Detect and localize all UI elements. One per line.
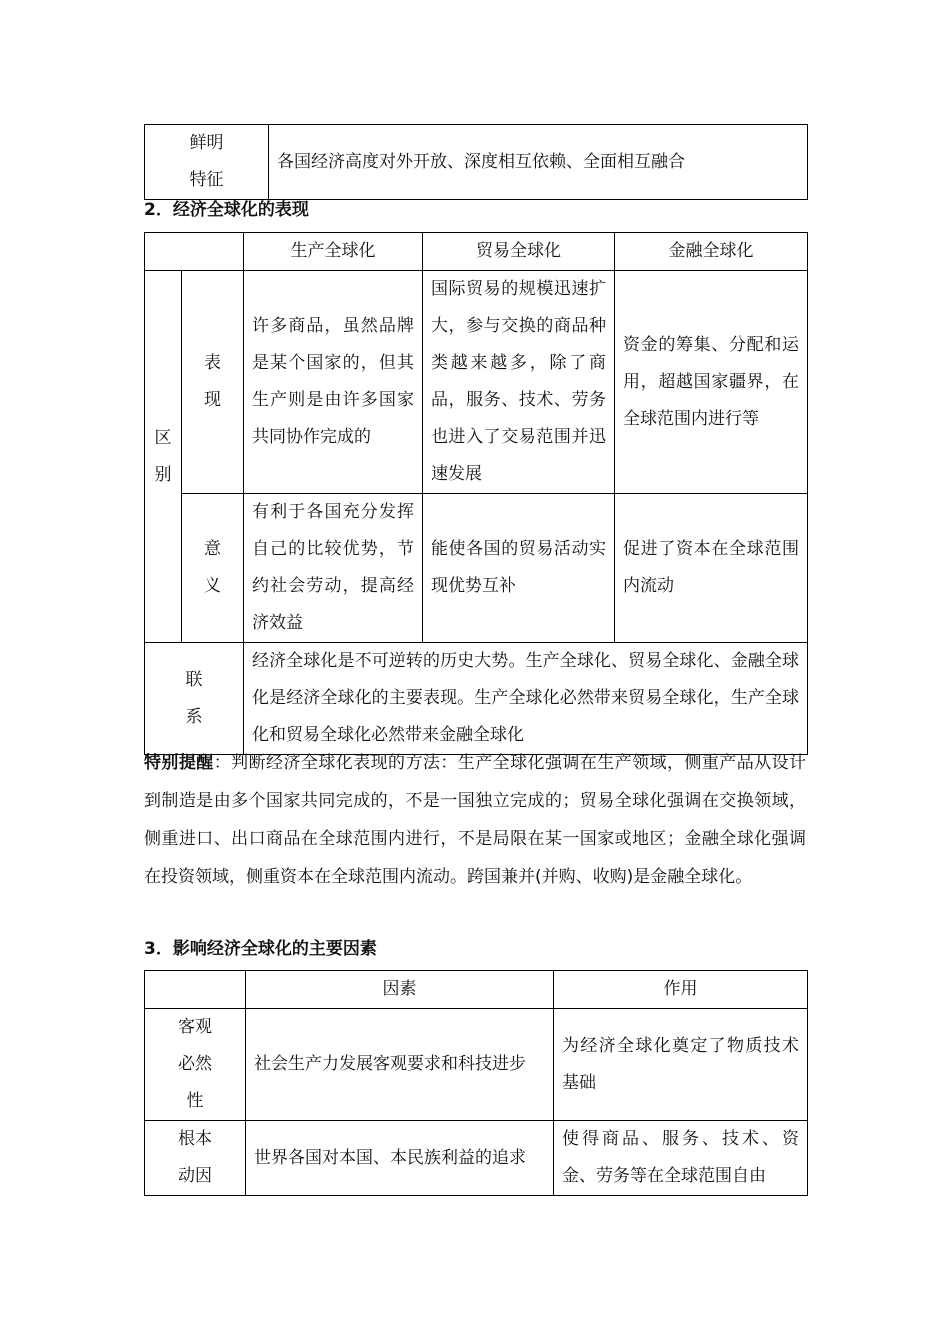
- special-tip-text: ：判断经济全球化表现的方法：生产全球化强调在生产领域，侧重产品从设计到制造是由多个国家共同完成的，不是一国独立完成的；贸易全球化强调在交换领域，侧重进口、出口商品在全球范围内进行，不是局限在某一国家或地区；金融全球化强调在投资领域，侧重资本在全球范围内流动。跨国兼并(并购、收购)是金融全球化。: [144, 753, 807, 887]
- header-production: 生产全球化: [244, 233, 423, 271]
- row-label-significance: [182, 494, 244, 643]
- header-effect: 作用: [554, 971, 808, 1009]
- row-label-manifestation: [182, 271, 244, 494]
- row-label-char1: 意: [204, 539, 221, 559]
- group-label-char2: 别: [154, 464, 172, 485]
- cell-trade-manifestation: 国际贸易的规模迅速扩大，参与交换的商品种类越来越多，除了商品，服务、技术、劳务也进入了交易范围并迅速发展: [423, 271, 615, 494]
- globalization-manifestation-table: [144, 232, 808, 755]
- cell-factor-motive: 世界各国对本国、本民族利益的追求: [246, 1121, 554, 1196]
- header-trade: 贸易全球化: [423, 233, 615, 271]
- group-label-difference: [145, 271, 182, 643]
- row-label-char2: 现: [204, 390, 221, 410]
- cell-finance-manifestation: 资金的筹集、分配和运用，超越国家疆界，在全球范围内进行等: [615, 271, 808, 494]
- link-label-char2: 系: [185, 706, 203, 727]
- row-label-fundamental-motive: [145, 1121, 246, 1196]
- cell-production-significance: 有利于各国充分发挥自己的比较优势，节约社会劳动，提高经济效益: [244, 494, 423, 643]
- cell-effect-objective: 为经济全球化奠定了物质技术基础: [554, 1009, 808, 1121]
- cell-production-manifestation: 许多商品，虽然品牌是某个国家的，但其生产则是由许多国家共同协作完成的: [244, 271, 423, 494]
- factors-header-empty: [145, 971, 246, 1009]
- cell-factor-objective: 社会生产力发展客观要求和科技进步: [246, 1009, 554, 1121]
- row-label-char1: 表: [204, 353, 221, 373]
- section-3-title: 3．影响经济全球化的主要因素: [144, 939, 377, 959]
- link-label-char1: 联: [185, 669, 203, 690]
- cell-trade-significance: 能使各国的贸易活动实现优势互补: [423, 494, 615, 643]
- cell-effect-motive: 使得商品、服务、技术、资金、劳务等在全球范围自由: [554, 1121, 808, 1196]
- header-factor: 因素: [246, 971, 554, 1009]
- special-tip: [144, 744, 806, 896]
- header-empty: [145, 233, 244, 271]
- row-label-objective-necessity: [145, 1009, 246, 1121]
- special-tip-label: 特别提醒: [144, 753, 214, 773]
- row-label-line2: 必然: [178, 1054, 212, 1074]
- section-2-title: 2．经济全球化的表现: [144, 200, 309, 220]
- cell-link-content: 经济全球化是不可逆转的历史大势。生产全球化、贸易全球化、金融全球化是经济全球化的主要表现。生产全球化必然带来贸易全球化，生产全球化和贸易全球化必然带来金融全球化: [244, 643, 808, 755]
- header-finance: 金融全球化: [615, 233, 808, 271]
- feature-label-line2: 特征: [189, 170, 224, 190]
- row-label-line2: 动因: [178, 1166, 212, 1186]
- factors-table: [144, 970, 808, 1196]
- group-label-char1: 区: [154, 427, 172, 448]
- cell-finance-significance: 促进了资本在全球范围内流动: [615, 494, 808, 643]
- row-label-line1: 客观: [178, 1017, 212, 1037]
- feature-content: 各国经济高度对外开放、深度相互依赖、全面相互融合: [269, 125, 808, 200]
- feature-label-line1: 鲜明: [189, 133, 224, 153]
- feature-label: [145, 125, 269, 200]
- row-label-line1: 根本: [178, 1129, 212, 1149]
- row-label-link: [145, 643, 244, 755]
- row-label-char2: 义: [204, 576, 221, 596]
- feature-table: [144, 124, 808, 200]
- row-label-line3: 性: [186, 1091, 204, 1111]
